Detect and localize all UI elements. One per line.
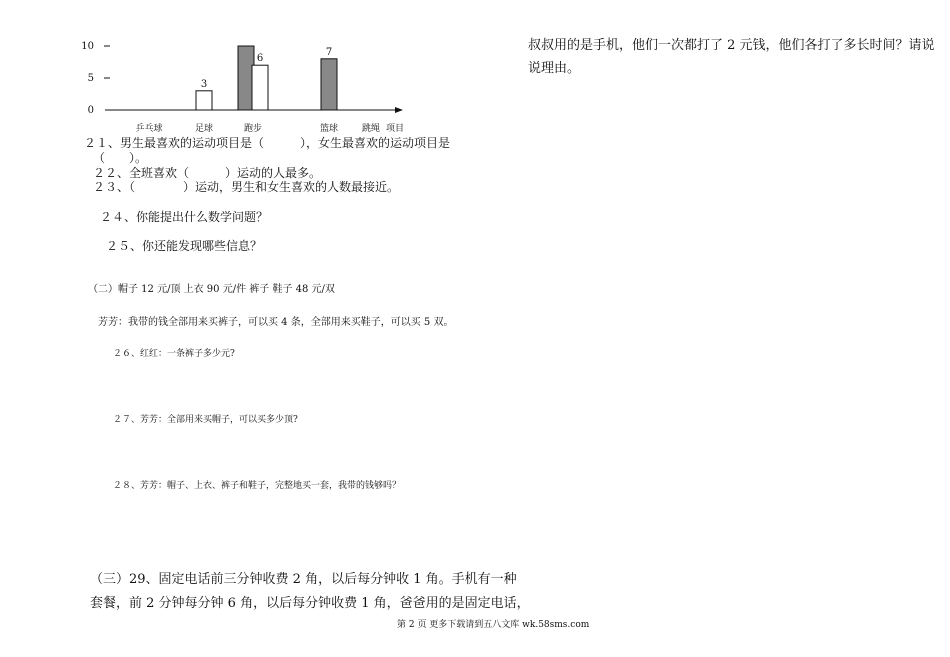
question-25: ２５、你还能发现哪些信息？: [106, 239, 263, 253]
section-2-fangfang-statement: 芳芳：我带的钱全部用来买裤子，可以买 4 条，全部用来买鞋子，可以买 5 双。: [98, 317, 454, 328]
question-21-line-2: （ ）。: [93, 151, 148, 165]
question-23: ２３、（ ）运动，男生和女生喜欢的人数最接近。: [93, 180, 400, 194]
page-footer: 第 2 页 更多下载请到五八文库 wk.58sms.com: [397, 620, 590, 630]
chart-bar: [321, 59, 337, 110]
chart-bar: [196, 91, 212, 110]
x-category-label: 跳绳: [361, 124, 381, 134]
y-tick-label: 0: [87, 105, 94, 116]
bar-data-label: 3: [200, 78, 208, 90]
section-2-title: （二）帽子 12 元/顶 上衣 90 元/件 裤子 鞋子 48 元/双: [88, 284, 335, 295]
section-3-line-2: 套餐，前 2 分钟每分钟 6 角，以后每分钟收费 1 角，爸爸用的是固定电话，: [90, 596, 530, 611]
question-27: ２７、芳芳：全部用来买帽子，可以买多少顶?: [113, 415, 298, 425]
question-26: ２６、红红：一条裤子多少元?: [113, 349, 235, 359]
question-28: ２８、芳芳：帽子、上衣、裤子和鞋子，完整地买一套，我带的钱够吗？: [113, 481, 402, 491]
x-category-label: 篮球: [319, 124, 339, 134]
x-category-label: 足球: [194, 124, 214, 134]
y-tick-label: 10: [81, 41, 94, 52]
bar-data-label: 7: [325, 46, 333, 58]
x-category-label: 乒乓球: [135, 124, 163, 134]
y-tick-label: 5: [87, 73, 94, 84]
chart-bar: [252, 65, 268, 110]
question-24: ２４、你能提出什么数学问题？: [100, 210, 269, 224]
right-column-line-2: 说理由。: [528, 61, 581, 76]
question-22: ２２、全班喜欢（ ）运动的人最多。: [93, 166, 322, 180]
right-column-line-1: 叔叔用的是手机，他们一次都打了 2 元钱，他们各打了多长时间？请说: [528, 38, 935, 53]
section-3-line-1: （三）29、固定电话前三分钟收费 2 角，以后每分钟收 1 角。手机有一种: [90, 572, 517, 587]
sports-bar-chart: [80, 30, 410, 140]
x-axis-title: 项目: [385, 124, 405, 134]
bar-data-label: 6: [256, 53, 264, 65]
x-category-label: 跑步: [243, 124, 263, 134]
question-21-line-1: ２１、男生最喜欢的运动项目是（ ），女生最喜欢的运动项目是: [84, 136, 451, 150]
x-axis-arrow: [395, 107, 403, 113]
